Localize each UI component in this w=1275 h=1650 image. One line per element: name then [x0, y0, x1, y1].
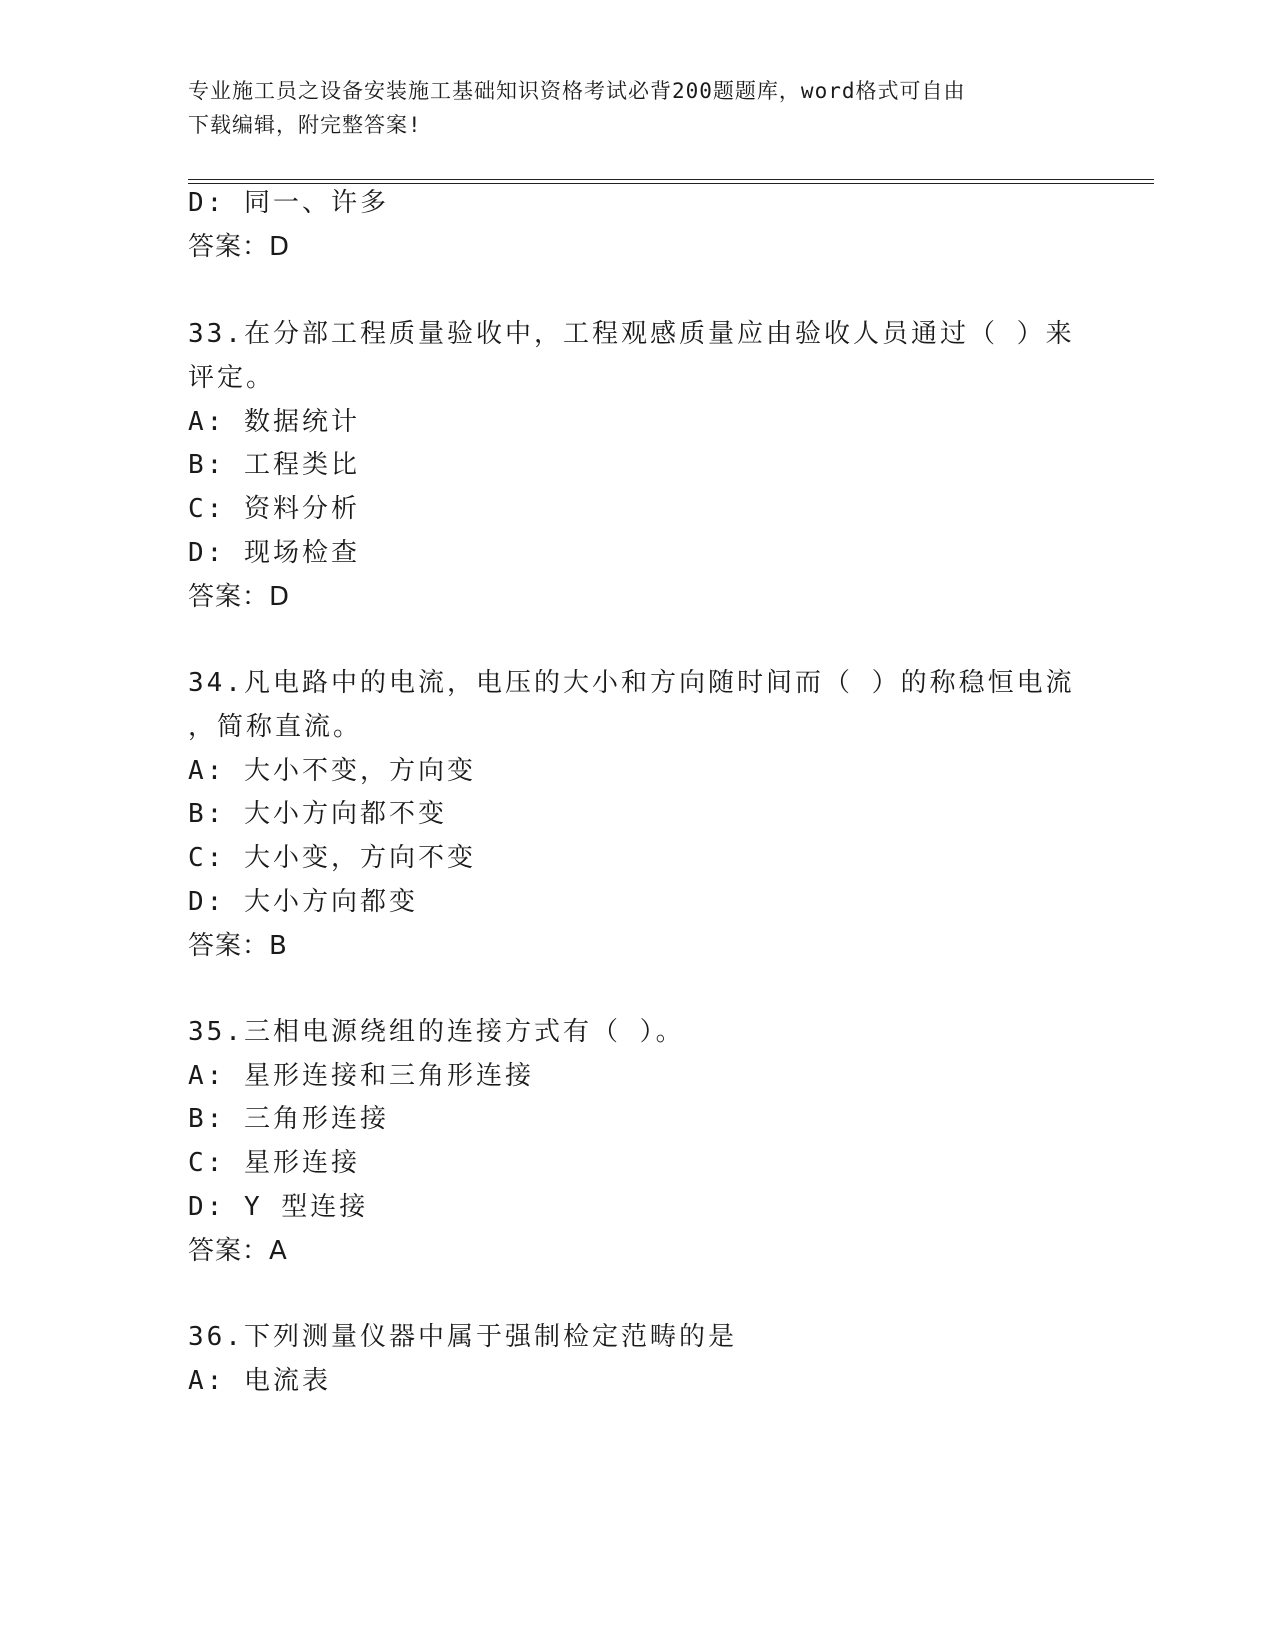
q33-option-b: B: 工程类比: [188, 450, 360, 480]
q35-option-c: C: 星形连接: [188, 1148, 360, 1178]
q32-answer: 答案：D: [188, 232, 291, 262]
q33-option-d: D: 现场检查: [188, 538, 360, 568]
q34-option-a: A: 大小不变，方向变: [188, 756, 476, 786]
q36-stem-line-1: 36.下列测量仪器中属于强制检定范畴的是: [188, 1322, 737, 1352]
q34-stem-line-1: 34.凡电路中的电流，电压的大小和方向随时间而（ ）的称稳恒电流: [188, 668, 1075, 698]
header-line-2: 下载编辑，附完整答案!: [188, 113, 422, 137]
header-divider: [188, 179, 1154, 184]
q35-option-b: B: 三角形连接: [188, 1104, 389, 1134]
q35-answer: 答案：A: [188, 1236, 288, 1266]
q33-stem-line-1: 33.在分部工程质量验收中，工程观感质量应由验收人员通过（ ）来: [188, 319, 1075, 349]
q34-stem-line-2: ，简称直流。: [188, 712, 363, 742]
q32-option-d: D: 同一、许多: [188, 188, 389, 218]
q35-option-d: D: Y 型连接: [188, 1192, 369, 1222]
q34-option-c: C: 大小变，方向不变: [188, 843, 476, 873]
q36-option-a: A: 电流表: [188, 1366, 331, 1396]
q34-option-b: B: 大小方向都不变: [188, 799, 447, 829]
header-line-1: 专业施工员之设备安装施工基础知识资格考试必背200题题库，word格式可自由: [188, 79, 966, 103]
q33-stem-line-2: 评定。: [188, 363, 276, 393]
q35-stem-line-1: 35.三相电源绕组的连接方式有（ ）。: [188, 1017, 685, 1047]
document-header: [188, 74, 1068, 142]
q34-option-d: D: 大小方向都变: [188, 887, 418, 917]
q33-answer: 答案：D: [188, 582, 291, 612]
q33-option-c: C: 资料分析: [188, 494, 360, 524]
q33-option-a: A: 数据统计: [188, 407, 360, 437]
q34-answer: 答案：B: [188, 931, 288, 961]
q35-option-a: A: 星形连接和三角形连接: [188, 1061, 534, 1091]
